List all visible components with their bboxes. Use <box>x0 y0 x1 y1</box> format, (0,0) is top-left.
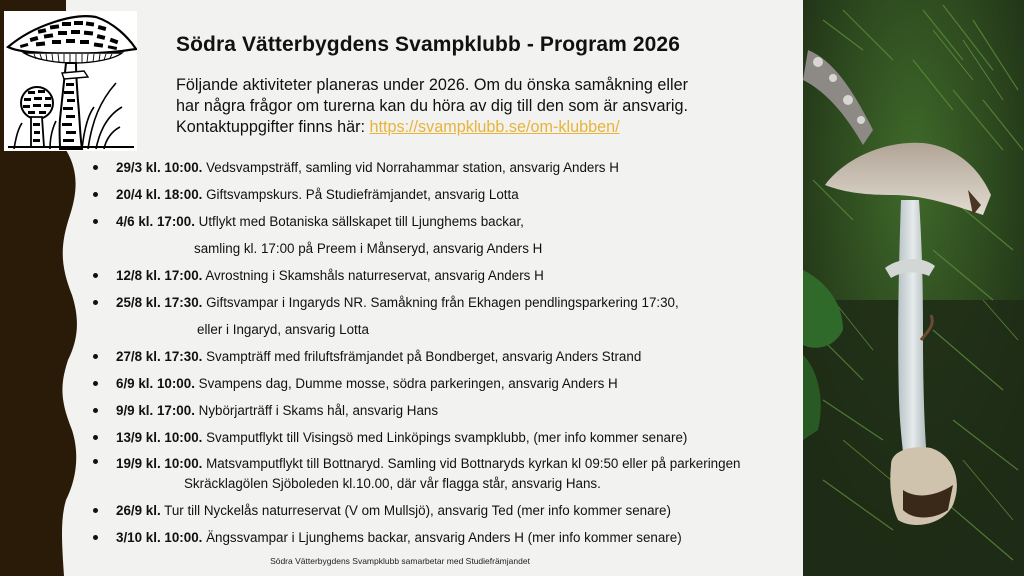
bullet-dot-icon <box>93 219 98 224</box>
bullet-dot-icon <box>93 165 98 170</box>
event-date: 27/8 kl. 17:30. <box>116 349 203 364</box>
event-item <box>93 497 793 524</box>
event-date: 13/9 kl. 10:00. <box>116 430 203 445</box>
event-continuation: samling kl. 17:00 på Preem i Månseryd, ansvarig Anders H <box>194 241 543 256</box>
event-item <box>93 524 793 551</box>
event-item <box>93 451 793 497</box>
bullet-dot-icon <box>93 508 98 513</box>
footer-note: Södra Vätterbygdens Svampklubb samarbetar med Studiefrämjandet <box>270 556 530 566</box>
event-description: Matsvamputflykt till Bottnaryd. Samling vid Bottnaryds kyrkan kl 09:50 eller på parkeringen <box>202 456 741 471</box>
event-item <box>93 370 793 397</box>
page-title: Södra Vätterbygdens Svampklubb - Program 2026 <box>176 33 680 56</box>
event-date: 9/9 kl. 17:00. <box>116 403 195 418</box>
event-description: Tur till Nyckelås naturreservat (V om Mullsjö), ansvarig Ted (mer info kommer senare) <box>160 503 671 518</box>
event-description: Ängssvampar i Ljunghems backar, ansvarig Anders H (mer info kommer senare) <box>202 530 682 545</box>
intro-line-3 <box>176 117 756 138</box>
bullet-dot-icon <box>93 354 98 359</box>
club-contact-link[interactable]: https://svampklubb.se/om-klubben/ <box>369 118 620 136</box>
club-logo <box>4 11 137 151</box>
mushroom-illustration-logo-icon <box>4 11 137 151</box>
bullet-dot-icon <box>93 535 98 540</box>
event-description: Svampens dag, Dumme mosse, södra parkeringen, ansvarig Anders H <box>194 376 618 391</box>
mushroom-photo <box>803 0 1024 576</box>
event-date: 3/10 kl. 10:00. <box>116 530 203 545</box>
event-item <box>93 181 793 208</box>
event-item <box>93 154 793 181</box>
event-description: Utflykt med Botaniska sällskapet till Ljunghems backar, <box>194 214 524 229</box>
event-description: Giftsvampar i Ingaryds NR. Samåkning från Ekhagen pendlingsparkering 17:30, <box>202 295 679 310</box>
event-description: Vedsvampsträff, samling vid Norrahammar station, ansvarig Anders H <box>202 160 619 175</box>
intro-line-1: Följande aktiviteter planeras under 2026. Om du önska samåkning eller <box>176 76 688 94</box>
bullet-dot-icon <box>93 273 98 278</box>
bullet-dot-icon <box>93 381 98 386</box>
event-date: 29/3 kl. 10:00. <box>116 160 203 175</box>
bullet-dot-icon <box>93 435 98 440</box>
event-date: 26/9 kl. <box>116 503 161 518</box>
event-date: 25/8 kl. 17:30. <box>116 295 203 310</box>
event-description: Svamputflykt till Visingsö med Linköpings svampklubb, (mer info kommer senare) <box>202 430 688 445</box>
event-item <box>93 343 793 370</box>
mushroom-in-moss-photo-icon <box>803 0 1024 576</box>
event-date: 4/6 kl. 17:00. <box>116 214 195 229</box>
event-date: 19/9 kl. 10:00. <box>116 456 203 471</box>
events-list <box>93 154 793 551</box>
event-date: 6/9 kl. 10:00. <box>116 376 195 391</box>
event-date: 12/8 kl. 17:00. <box>116 268 203 283</box>
event-description: Avrostning i Skamshåls naturreservat, ansvarig Anders H <box>202 268 544 283</box>
intro-line-2: har några frågor om turerna kan du höra av dig till den som är ansvarig. <box>176 97 688 115</box>
event-item <box>93 208 793 262</box>
bullet-dot-icon <box>93 192 98 197</box>
event-item <box>93 424 793 451</box>
intro-paragraph <box>176 75 756 138</box>
contact-prefix: Kontaktuppgifter finns här: <box>176 118 370 136</box>
bullet-dot-icon <box>93 459 98 464</box>
event-date: 20/4 kl. 18:00. <box>116 187 203 202</box>
event-description: Svampträff med friluftsfrämjandet på Bondberget, ansvarig Anders Strand <box>202 349 642 364</box>
bullet-dot-icon <box>93 408 98 413</box>
event-continuation: Skräcklagölen Sjöboleden kl.10.00, där vår flagga står, ansvarig Hans. <box>184 476 601 491</box>
event-description: Nybörjarträff i Skams hål, ansvarig Hans <box>194 403 439 418</box>
event-continuation: eller i Ingaryd, ansvarig Lotta <box>197 322 369 337</box>
event-item <box>93 397 793 424</box>
event-description: Giftsvampskurs. På Studiefrämjandet, ansvarig Lotta <box>202 187 519 202</box>
bullet-dot-icon <box>93 300 98 305</box>
event-item <box>93 289 793 343</box>
event-item <box>93 262 793 289</box>
